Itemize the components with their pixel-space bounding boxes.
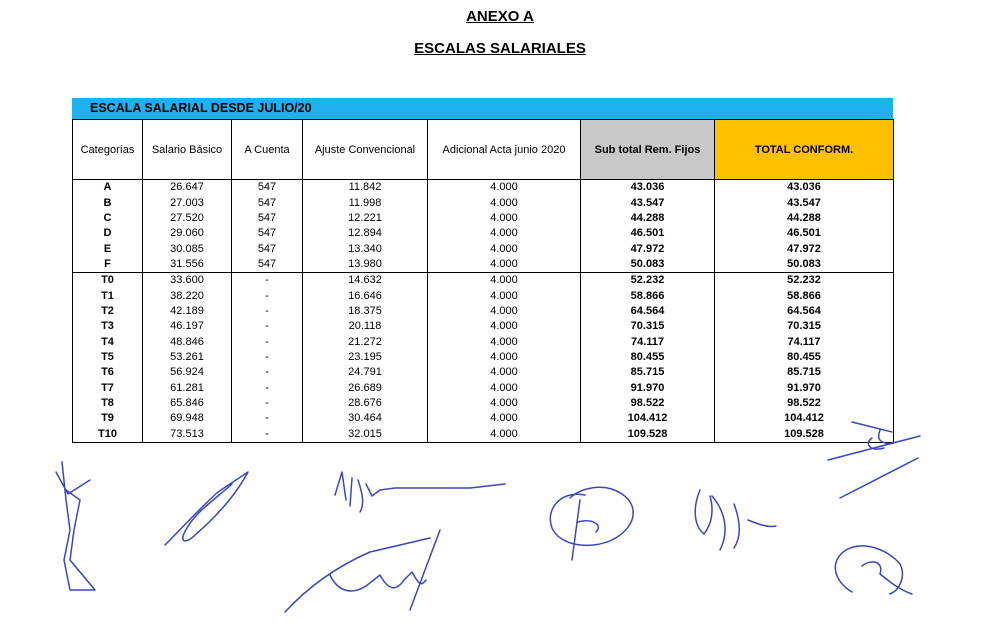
value-cell: - bbox=[232, 273, 303, 289]
value-cell: 12.221 bbox=[303, 211, 428, 226]
value-cell: 27.003 bbox=[143, 195, 232, 210]
value-cell: 20.118 bbox=[303, 319, 428, 334]
value-cell: 547 bbox=[232, 257, 303, 273]
value-cell: 4.000 bbox=[428, 427, 581, 443]
value-cell: 80.455 bbox=[715, 350, 894, 365]
value-cell: 43.547 bbox=[581, 195, 715, 210]
table-row bbox=[73, 257, 894, 273]
value-cell: 547 bbox=[232, 180, 303, 196]
signature-7 bbox=[828, 422, 920, 498]
value-cell: 109.528 bbox=[715, 427, 894, 443]
signature-2 bbox=[165, 472, 248, 545]
table-row bbox=[73, 334, 894, 349]
value-cell: 47.972 bbox=[715, 241, 894, 256]
table-row bbox=[73, 380, 894, 395]
value-cell: 85.715 bbox=[715, 365, 894, 380]
value-cell: 70.315 bbox=[715, 319, 894, 334]
value-cell: 91.970 bbox=[581, 380, 715, 395]
category-cell: F bbox=[73, 257, 143, 273]
value-cell: 4.000 bbox=[428, 211, 581, 226]
category-cell: T6 bbox=[73, 365, 143, 380]
value-cell: 547 bbox=[232, 226, 303, 241]
table-banner: ESCALA SALARIAL DESDE JULIO/20 bbox=[72, 98, 893, 119]
value-cell: 4.000 bbox=[428, 273, 581, 289]
value-cell: - bbox=[232, 427, 303, 443]
value-cell: 46.197 bbox=[143, 319, 232, 334]
table-row bbox=[73, 365, 894, 380]
category-cell: D bbox=[73, 226, 143, 241]
value-cell: 4.000 bbox=[428, 195, 581, 210]
category-cell: T1 bbox=[73, 288, 143, 303]
value-cell: 11.998 bbox=[303, 195, 428, 210]
value-cell: 4.000 bbox=[428, 350, 581, 365]
value-cell: 24.791 bbox=[303, 365, 428, 380]
value-cell: 70.315 bbox=[581, 319, 715, 334]
value-cell: 42.189 bbox=[143, 304, 232, 319]
value-cell: 74.117 bbox=[715, 334, 894, 349]
value-cell: 98.522 bbox=[715, 396, 894, 411]
category-cell: T0 bbox=[73, 273, 143, 289]
value-cell: 109.528 bbox=[581, 427, 715, 443]
value-cell: 58.866 bbox=[581, 288, 715, 303]
value-cell: 26.647 bbox=[143, 180, 232, 196]
value-cell: 98.522 bbox=[581, 396, 715, 411]
value-cell: 547 bbox=[232, 195, 303, 210]
value-cell: 4.000 bbox=[428, 334, 581, 349]
value-cell: - bbox=[232, 319, 303, 334]
value-cell: 27.520 bbox=[143, 211, 232, 226]
category-cell: T3 bbox=[73, 319, 143, 334]
value-cell: 29.060 bbox=[143, 226, 232, 241]
value-cell: 52.232 bbox=[581, 273, 715, 289]
value-cell: - bbox=[232, 365, 303, 380]
value-cell: 11.842 bbox=[303, 180, 428, 196]
value-cell: 47.972 bbox=[581, 241, 715, 256]
signature-5 bbox=[550, 487, 633, 560]
value-cell: - bbox=[232, 396, 303, 411]
value-cell: 31.556 bbox=[143, 257, 232, 273]
category-cell: T2 bbox=[73, 304, 143, 319]
value-cell: 4.000 bbox=[428, 288, 581, 303]
value-cell: 21.272 bbox=[303, 334, 428, 349]
table-row bbox=[73, 195, 894, 210]
value-cell: 18.375 bbox=[303, 304, 428, 319]
category-cell: C bbox=[73, 211, 143, 226]
category-cell: T9 bbox=[73, 411, 143, 426]
value-cell: 48.846 bbox=[143, 334, 232, 349]
value-cell: 28.676 bbox=[303, 396, 428, 411]
value-cell: 4.000 bbox=[428, 411, 581, 426]
value-cell: 12.894 bbox=[303, 226, 428, 241]
value-cell: 30.085 bbox=[143, 241, 232, 256]
value-cell: 43.036 bbox=[581, 180, 715, 196]
value-cell: 46.501 bbox=[581, 226, 715, 241]
value-cell: 65.846 bbox=[143, 396, 232, 411]
value-cell: 547 bbox=[232, 211, 303, 226]
signature-4 bbox=[285, 530, 440, 612]
value-cell: 69.948 bbox=[143, 411, 232, 426]
value-cell: - bbox=[232, 411, 303, 426]
value-cell: 46.501 bbox=[715, 226, 894, 241]
value-cell: 43.036 bbox=[715, 180, 894, 196]
header-row bbox=[73, 120, 894, 180]
header-cell: Salario Básico bbox=[143, 120, 232, 180]
signature-8 bbox=[835, 546, 912, 594]
value-cell: 61.281 bbox=[143, 380, 232, 395]
signature-6 bbox=[695, 490, 776, 550]
value-cell: 44.288 bbox=[715, 211, 894, 226]
value-cell: 26.689 bbox=[303, 380, 428, 395]
value-cell: 4.000 bbox=[428, 380, 581, 395]
signature-3 bbox=[335, 472, 505, 512]
value-cell: 23.195 bbox=[303, 350, 428, 365]
value-cell: 4.000 bbox=[428, 241, 581, 256]
value-cell: 30.464 bbox=[303, 411, 428, 426]
value-cell: 56.924 bbox=[143, 365, 232, 380]
value-cell: 4.000 bbox=[428, 365, 581, 380]
header-cell: A Cuenta bbox=[232, 120, 303, 180]
table-row bbox=[73, 319, 894, 334]
table-row bbox=[73, 273, 894, 289]
value-cell: 74.117 bbox=[581, 334, 715, 349]
value-cell: 64.564 bbox=[581, 304, 715, 319]
value-cell: 4.000 bbox=[428, 319, 581, 334]
category-cell: E bbox=[73, 241, 143, 256]
value-cell: 4.000 bbox=[428, 257, 581, 273]
value-cell: 104.412 bbox=[581, 411, 715, 426]
value-cell: 104.412 bbox=[715, 411, 894, 426]
value-cell: 32.015 bbox=[303, 427, 428, 443]
page-subtitle: ESCALAS SALARIALES bbox=[414, 40, 586, 57]
value-cell: 53.261 bbox=[143, 350, 232, 365]
value-cell: - bbox=[232, 304, 303, 319]
signature-1 bbox=[56, 462, 95, 590]
value-cell: 44.288 bbox=[581, 211, 715, 226]
value-cell: 16.646 bbox=[303, 288, 428, 303]
value-cell: 50.083 bbox=[715, 257, 894, 273]
value-cell: 13.340 bbox=[303, 241, 428, 256]
table-row bbox=[73, 350, 894, 365]
value-cell: 14.632 bbox=[303, 273, 428, 289]
value-cell: 547 bbox=[232, 241, 303, 256]
table-row bbox=[73, 288, 894, 303]
category-cell: T10 bbox=[73, 427, 143, 443]
table-row bbox=[73, 241, 894, 256]
salary-table bbox=[72, 119, 894, 443]
category-cell: A bbox=[73, 180, 143, 196]
value-cell: 64.564 bbox=[715, 304, 894, 319]
table-row bbox=[73, 211, 894, 226]
value-cell: 52.232 bbox=[715, 273, 894, 289]
category-cell: T7 bbox=[73, 380, 143, 395]
value-cell: 4.000 bbox=[428, 180, 581, 196]
table-row bbox=[73, 226, 894, 241]
header-cell-subtotal: Sub total Rem. Fijos bbox=[581, 120, 715, 180]
value-cell: 80.455 bbox=[581, 350, 715, 365]
table-row bbox=[73, 304, 894, 319]
value-cell: 38.220 bbox=[143, 288, 232, 303]
signatures-area bbox=[0, 400, 1000, 630]
header-cell: Adicional Acta junio 2020 bbox=[428, 120, 581, 180]
category-cell: T8 bbox=[73, 396, 143, 411]
value-cell: 43.547 bbox=[715, 195, 894, 210]
value-cell: - bbox=[232, 334, 303, 349]
value-cell: 4.000 bbox=[428, 396, 581, 411]
value-cell: 50.083 bbox=[581, 257, 715, 273]
value-cell: 33.600 bbox=[143, 273, 232, 289]
value-cell: 91.970 bbox=[715, 380, 894, 395]
value-cell: - bbox=[232, 288, 303, 303]
value-cell: 73.513 bbox=[143, 427, 232, 443]
value-cell: - bbox=[232, 380, 303, 395]
page-title: ANEXO A bbox=[466, 8, 534, 25]
value-cell: 4.000 bbox=[428, 304, 581, 319]
value-cell: 4.000 bbox=[428, 226, 581, 241]
header-cell: Ajuste Convencional bbox=[303, 120, 428, 180]
table-row bbox=[73, 180, 894, 196]
category-cell: T5 bbox=[73, 350, 143, 365]
value-cell: 85.715 bbox=[581, 365, 715, 380]
value-cell: 58.866 bbox=[715, 288, 894, 303]
header-cell-total: TOTAL CONFORM. bbox=[715, 120, 894, 180]
value-cell: - bbox=[232, 350, 303, 365]
category-cell: T4 bbox=[73, 334, 143, 349]
value-cell: 13.980 bbox=[303, 257, 428, 273]
header-cell: Categorías bbox=[73, 120, 143, 180]
category-cell: B bbox=[73, 195, 143, 210]
